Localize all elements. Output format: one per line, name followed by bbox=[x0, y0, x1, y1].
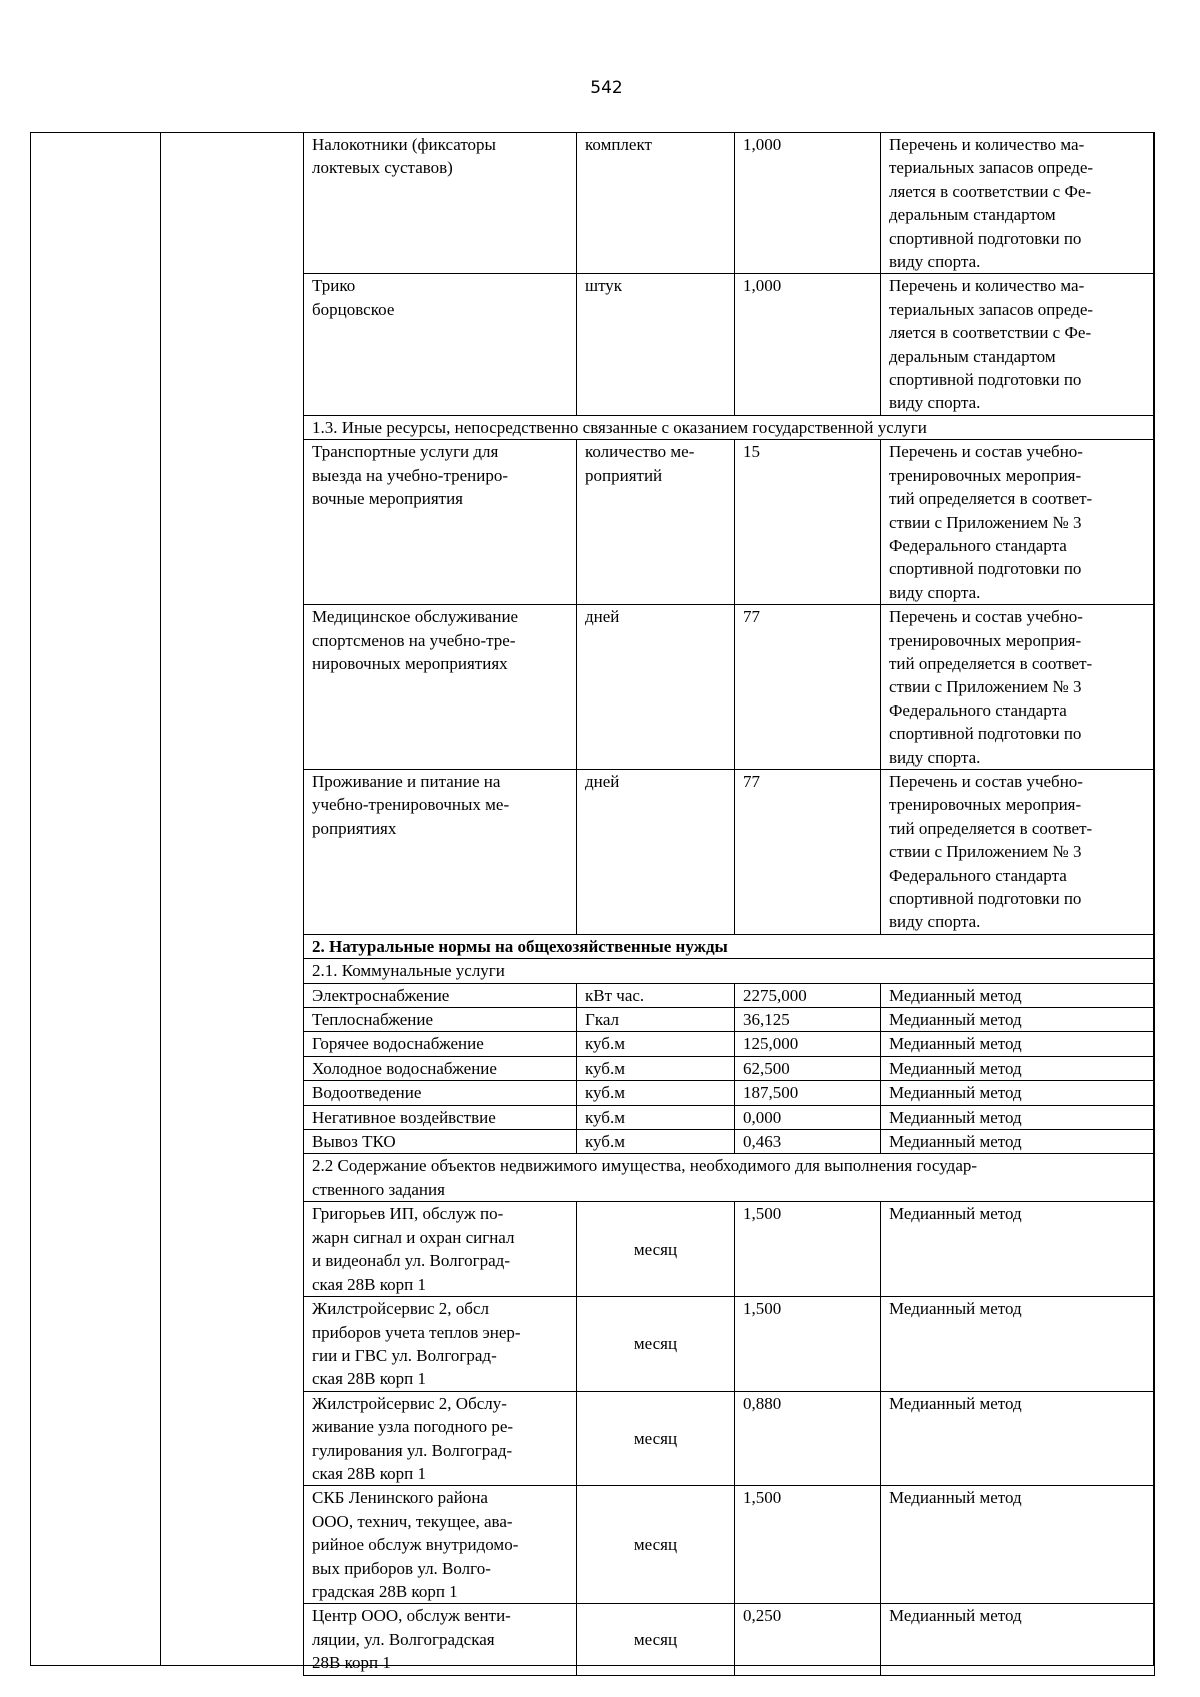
resource-name-cell: Холодное водоснабжение bbox=[304, 1056, 577, 1080]
unit-cell: куб.м bbox=[577, 1105, 735, 1129]
unit-cell: месяц bbox=[577, 1391, 735, 1486]
resource-name-cell: Налокотники (фиксаторы локтевых суставов) bbox=[304, 133, 577, 274]
unit-cell: куб.м bbox=[577, 1056, 735, 1080]
page-number: 542 bbox=[590, 78, 623, 98]
quantity-cell: 2275,000 bbox=[735, 983, 881, 1007]
note-cell: Медианный метод bbox=[881, 983, 1155, 1007]
resource-name-cell: Медицинское обслуживание спортсменов на учебно-тре- нировочных мероприятиях bbox=[304, 605, 577, 770]
subsection-heading: 2.1. Коммунальные услуги bbox=[304, 959, 1155, 983]
table-row bbox=[304, 769, 1155, 934]
note-cell: Перечень и состав учебно- тренировочных мероприя- тий определяется в соответ- ствии с Приложением № 3 Федерального стандарта спортивной подготовки по виду спорта. bbox=[881, 605, 1155, 770]
quantity-cell: 1,500 bbox=[735, 1297, 881, 1392]
section-row bbox=[304, 934, 1155, 958]
note-cell: Медианный метод bbox=[881, 1056, 1155, 1080]
unit-cell: куб.м bbox=[577, 1032, 735, 1056]
note-cell: Медианный метод bbox=[881, 1486, 1155, 1604]
table-row bbox=[304, 1105, 1155, 1129]
table-row bbox=[304, 1391, 1155, 1486]
unit-cell: месяц bbox=[577, 1486, 735, 1604]
table-row bbox=[304, 133, 1155, 274]
note-cell: Перечень и количество ма- териальных запасов опреде- ляется в соответствии с Фе- деральным стандартом спортивной подготовки по виду спорта. bbox=[881, 133, 1155, 274]
resource-name-cell: Жилстройсервис 2, Обслу- живание узла погодного ре- гулирования ул. Волгоград- ская 28В корп 1 bbox=[304, 1391, 577, 1486]
quantity-cell: 125,000 bbox=[735, 1032, 881, 1056]
note-cell: Перечень и состав учебно- тренировочных мероприя- тий определяется в соответ- ствии с Приложением № 3 Федерального стандарта спортивной подготовки по виду спорта. bbox=[881, 769, 1155, 934]
subsection-heading: 2.2 Содержание объектов недвижимого имущества, необходимого для выполнения государ- ственного задания bbox=[304, 1154, 1155, 1202]
table-row bbox=[304, 1486, 1155, 1604]
unit-cell: дней bbox=[577, 605, 735, 770]
quantity-cell: 62,500 bbox=[735, 1056, 881, 1080]
resource-name-cell: Вывоз ТКО bbox=[304, 1130, 577, 1154]
table-row bbox=[304, 1604, 1155, 1675]
resource-name-cell: СКБ Ленинского района ООО, технич, текущее, ава- рийное обслуж внутридомо- вых приборов ул. Волго- градская 28В корп 1 bbox=[304, 1486, 577, 1604]
note-cell: Перечень и количество ма- териальных запасов опреде- ляется в соответствии с Фе- деральным стандартом спортивной подготовки по виду спорта. bbox=[881, 274, 1155, 415]
note-cell: Медианный метод bbox=[881, 1202, 1155, 1297]
resource-name-cell: Электроснабжение bbox=[304, 983, 577, 1007]
note-cell: Медианный метод bbox=[881, 1008, 1155, 1032]
resource-name-cell: Проживание и питание на учебно-тренировочных ме- роприятиях bbox=[304, 769, 577, 934]
resource-name-cell: Транспортные услуги для выезда на учебно-трениро- вочные мероприятия bbox=[304, 440, 577, 605]
resource-name-cell: Трико борцовское bbox=[304, 274, 577, 415]
table-row bbox=[304, 274, 1155, 415]
unit-cell: куб.м bbox=[577, 1130, 735, 1154]
quantity-cell: 1,500 bbox=[735, 1202, 881, 1297]
note-cell: Перечень и состав учебно- тренировочных мероприя- тий определяется в соответ- ствии с Приложением № 3 Федерального стандарта спортивной подготовки по виду спорта. bbox=[881, 440, 1155, 605]
section-heading: 2. Натуральные нормы на общехозяйственные нужды bbox=[304, 934, 1155, 958]
unit-cell: куб.м bbox=[577, 1081, 735, 1105]
note-cell: Медианный метод bbox=[881, 1081, 1155, 1105]
quantity-cell: 77 bbox=[735, 769, 881, 934]
unit-cell: месяц bbox=[577, 1297, 735, 1392]
unit-cell: количество ме- роприятий bbox=[577, 440, 735, 605]
section-row bbox=[304, 415, 1155, 439]
unit-cell: кВт час. bbox=[577, 983, 735, 1007]
unit-cell: месяц bbox=[577, 1202, 735, 1297]
resource-name-cell: Центр ООО, обслуж венти- ляции, ул. Волгоградская 28В корп 1 bbox=[304, 1604, 577, 1675]
quantity-cell: 36,125 bbox=[735, 1008, 881, 1032]
resource-name-cell: Григорьев ИП, обслуж по- жарн сигнал и охран сигнал и видеонабл ул. Волгоград- ская 28В корп 1 bbox=[304, 1202, 577, 1297]
unit-cell: Гкал bbox=[577, 1008, 735, 1032]
table-row bbox=[304, 1008, 1155, 1032]
note-cell: Медианный метод bbox=[881, 1105, 1155, 1129]
unit-cell: штук bbox=[577, 274, 735, 415]
note-cell: Медианный метод bbox=[881, 1130, 1155, 1154]
note-cell: Медианный метод bbox=[881, 1391, 1155, 1486]
table-row bbox=[304, 1130, 1155, 1154]
quantity-cell: 1,500 bbox=[735, 1486, 881, 1604]
quantity-cell: 0,880 bbox=[735, 1391, 881, 1486]
note-cell: Медианный метод bbox=[881, 1297, 1155, 1392]
section-row bbox=[304, 1154, 1155, 1202]
subsection-heading: 1.3. Иные ресурсы, непосредственно связанные с оказанием государственной услуги bbox=[304, 415, 1155, 439]
quantity-cell: 187,500 bbox=[735, 1081, 881, 1105]
resource-name-cell: Жилстройсервис 2, обсл приборов учета теплов энер- гии и ГВС ул. Волгоград- ская 28В корп 1 bbox=[304, 1297, 577, 1392]
resource-name-cell: Водоотведение bbox=[304, 1081, 577, 1105]
section-row bbox=[304, 959, 1155, 983]
note-cell: Медианный метод bbox=[881, 1604, 1155, 1675]
quantity-cell: 1,000 bbox=[735, 133, 881, 274]
table-row bbox=[304, 440, 1155, 605]
table-row bbox=[304, 1297, 1155, 1392]
column-divider bbox=[160, 132, 161, 1666]
note-cell: Медианный метод bbox=[881, 1032, 1155, 1056]
quantity-cell: 0,250 bbox=[735, 1604, 881, 1675]
resource-name-cell: Негативное воздейвствие bbox=[304, 1105, 577, 1129]
table-row bbox=[304, 1081, 1155, 1105]
quantity-cell: 0,463 bbox=[735, 1130, 881, 1154]
quantity-cell: 1,000 bbox=[735, 274, 881, 415]
quantity-cell: 0,000 bbox=[735, 1105, 881, 1129]
table-row bbox=[304, 605, 1155, 770]
unit-cell: месяц bbox=[577, 1604, 735, 1675]
resource-name-cell: Теплоснабжение bbox=[304, 1008, 577, 1032]
table-row bbox=[304, 1032, 1155, 1056]
resource-name-cell: Горячее водоснабжение bbox=[304, 1032, 577, 1056]
table-row bbox=[304, 983, 1155, 1007]
unit-cell: комплект bbox=[577, 133, 735, 274]
table-row bbox=[304, 1202, 1155, 1297]
quantity-cell: 77 bbox=[735, 605, 881, 770]
unit-cell: дней bbox=[577, 769, 735, 934]
quantity-cell: 15 bbox=[735, 440, 881, 605]
table-row bbox=[304, 1056, 1155, 1080]
resource-norms-table bbox=[303, 132, 1155, 1676]
